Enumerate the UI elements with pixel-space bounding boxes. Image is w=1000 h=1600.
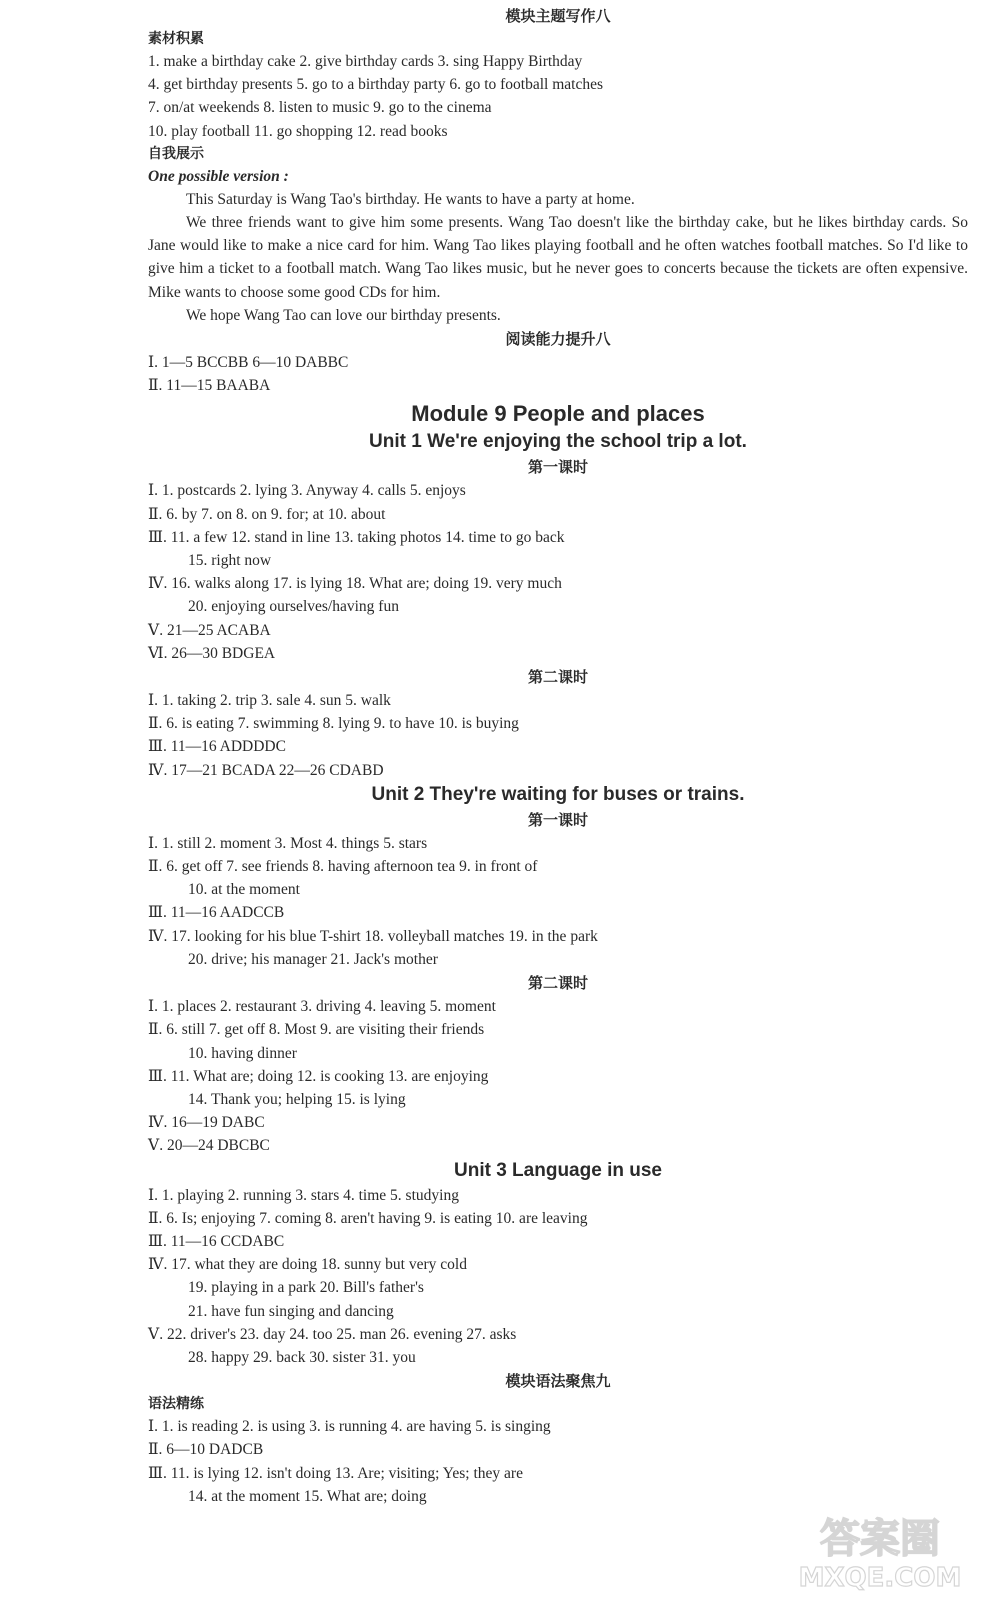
answer-line: Ⅱ. 11—15 BAABA [148,377,271,395]
answer-line: Ⅱ. 6. is eating 7. swimming 8. lying 9. to have 10. is buying [148,715,519,733]
unit1-title: Unit 1 We're enjoying the school trip a lot. [369,431,747,453]
lesson-title: 第二课时 [527,974,588,993]
section-title-grammar: 模块语法聚焦九 [505,1372,611,1391]
materials-line: 1. make a birthday cake 2. give birthday cards 3. sing Happy Birthday [148,53,583,70]
answer-line: Ⅰ. 1. postcards 2. lying 3. Anyway 4. calls 5. enjoys [148,482,466,500]
answer-line: Ⅲ. 11. is lying 12. isn't doing 13. Are; visiting; Yes; they are [148,1464,523,1482]
answer-line: Ⅰ. 1. is reading 2. is using 3. is running 4. are having 5. is singing [148,1418,551,1436]
answer-line: Ⅲ. 11—16 CCDABC [148,1232,285,1250]
answer-line: Ⅲ. 11. What are; doing 12. is cooking 13. are enjoying [148,1067,489,1085]
answer-line: 14. at the moment 15. What are; doing [188,1487,427,1505]
materials-line: 7. on/at weekends 8. listen to music 9. go to the cinema [148,99,492,117]
answer-line: 15. right now [188,552,272,570]
answer-line: Ⅲ. 11—16 ADDDDC [148,738,286,756]
page-content [148,4,968,1508]
lesson-title: 第一课时 [527,458,588,477]
subhead-materials: 素材积累 [148,31,204,47]
answer-line: 20. drive; his manager 21. Jack's mother [188,950,438,968]
answer-line: Ⅰ. 1. places 2. restaurant 3. driving 4. leaving 5. moment [148,998,496,1016]
materials-line: 4. get birthday presents 5. go to a birthday party 6. go to football matches [148,76,603,94]
answer-line: Ⅳ. 17—21 BCADA 22—26 CDABD [148,761,384,779]
answer-line: 21. have fun singing and dancing [188,1302,394,1320]
answer-line: Ⅱ. 6. by 7. on 8. on 9. for; at 10. about [148,505,386,523]
answer-line: Ⅳ. 16—19 DABC [148,1114,265,1132]
answer-line: Ⅴ. 20—24 DBCBC [148,1137,270,1155]
lesson-title: 第一课时 [527,810,588,829]
subhead-grammar: 语法精练 [148,1396,204,1413]
answer-line: 10. having dinner [188,1044,297,1062]
answer-line: Ⅴ. 21—25 ACABA [148,621,271,639]
answer-line: Ⅵ. 26—30 BDGEA [148,644,276,662]
answer-line: Ⅰ. 1. playing 2. running 3. stars 4. time 5. studying [148,1186,459,1204]
module-title: Module 9 People and places [411,401,705,427]
essay-paragraph: We hope Wang Tao can love our birthday presents. [186,306,501,324]
answer-line: Ⅳ. 17. what they are doing 18. sunny but very cold [148,1256,467,1274]
lesson-title: 第二课时 [527,668,588,687]
essay-paragraph: This Saturday is Wang Tao's birthday. He wants to have a party at home. [186,190,635,208]
answer-line: 14. Thank you; helping 15. is lying [188,1090,406,1108]
svg-text:MXQE.COM: MXQE.COM [798,1563,962,1593]
unit3-title: Unit 3 Language in use [454,1159,662,1181]
answer-line: Ⅲ. 11—16 AADCCB [148,904,285,922]
answer-line: Ⅱ. 6—10 DADCB [148,1441,264,1459]
answer-line: 19. playing in a park 20. Bill's father's [188,1279,424,1297]
watermark-logo [780,1504,980,1594]
answer-line: Ⅴ. 22. driver's 23. day 24. too 25. man 26. evening 27. asks [148,1325,517,1343]
essay-paragraph: We three friends want to give him some presents. Wang Tao doesn't like the birthday cake, but he likes birthday cards. So Jane would like to make a nice card for him. Wang Tao likes playing football and he often watches football matches. So I'd like to give him a ticket to a football match. Wang Tao likes music, but he never goes to concerts because the tickets are often expensive. Mike wants to choose some good CDs for him. [148,214,968,301]
answer-line: Ⅱ. 6. get off 7. see friends 8. having afternoon tea 9. in front of [148,858,538,876]
materials-line: 10. play football 11. go shopping 12. read books [148,122,448,140]
answer-line: 28. happy 29. back 30. sister 31. you [188,1348,416,1366]
answer-line: Ⅳ. 16. walks along 17. is lying 18. What are; doing 19. very much [148,575,562,593]
answer-line: Ⅰ. 1. taking 2. trip 3. sale 4. sun 5. walk [148,692,391,710]
answer-line: Ⅰ. 1—5 BCCBB 6—10 DABBC [148,354,349,372]
svg-text:答案圈: 答案圈 [820,1516,940,1562]
answer-line: Ⅱ. 6. still 7. get off 8. Most 9. are visiting their friends [148,1021,485,1039]
answer-line: Ⅲ. 11. a few 12. stand in line 13. taking photos 14. time to go back [148,528,565,546]
section-title-reading: 阅读能力提升八 [505,330,611,349]
section-title-writing: 模块主题写作八 [505,7,611,25]
version-label: One possible version : [148,167,289,185]
answer-line: 20. enjoying ourselves/having fun [188,598,399,616]
answer-line: Ⅳ. 17. looking for his blue T-shirt 18. volleyball matches 19. in the park [148,927,598,945]
answer-line: Ⅰ. 1. still 2. moment 3. Most 4. things 5. stars [148,834,428,852]
unit2-title: Unit 2 They're waiting for buses or trains. [371,783,745,805]
subhead-self-show: 自我展示 [148,145,204,162]
answer-line: Ⅱ. 6. Is; enjoying 7. coming 8. aren't having 9. is eating 10. are leaving [148,1209,588,1227]
answer-line: 10. at the moment [188,881,300,899]
